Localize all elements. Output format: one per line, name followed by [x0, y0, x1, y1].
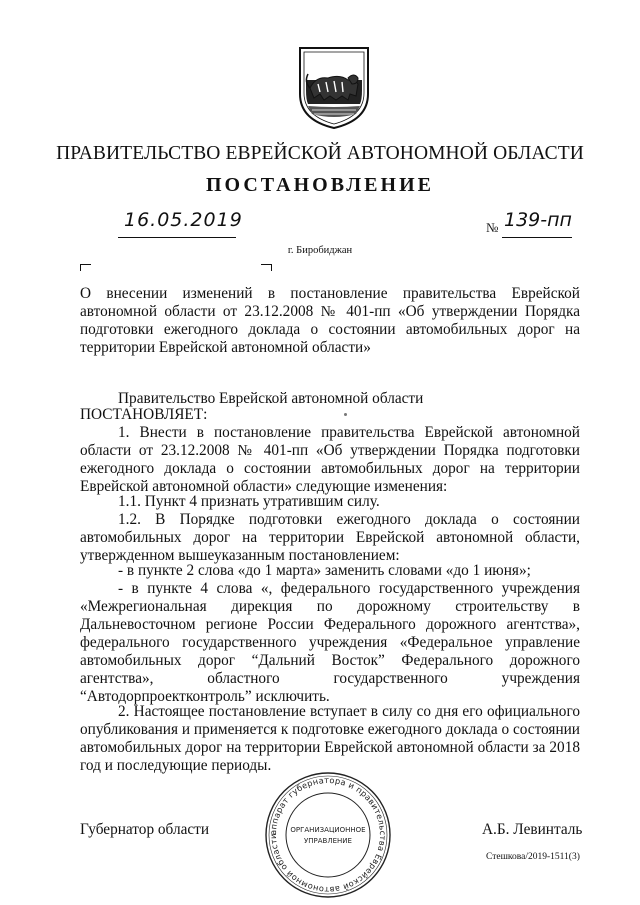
bullet-2-line: «Межрегиональная дирекция по дорожному строительству в: [80, 598, 580, 615]
subject-line: О внесении изменений в постановление правительства Еврейской: [80, 285, 580, 302]
signatory-name: А.Б. Левинталь: [482, 821, 583, 838]
seal-center-line-1: ОРГАНИЗАЦИОННОЕ: [290, 826, 366, 834]
body-intro: Правительство Еврейской автономной области: [118, 390, 424, 407]
coat-of-arms-emblem-icon: [296, 44, 372, 130]
item-1-2-line: утвержденном вышеуказанным постановлением:: [80, 547, 400, 564]
bullet-2-line: федерального государственного учреждения «Федеральное управление: [80, 634, 580, 651]
item-1-line: области от 23.12.2008 № 401-пп «Об утверждении Порядка подготовки: [80, 442, 580, 459]
government-title: ПРАВИТЕЛЬСТВО ЕВРЕЙСКОЙ АВТОНОМНОЙ ОБЛАСТИ: [56, 143, 584, 164]
subject-corner-right: [261, 264, 272, 271]
item-2-line: год и последующие периоды.: [80, 757, 272, 774]
item-1-line: Еврейской автономной области» следующие изменения:: [80, 478, 448, 495]
body-resolves: ПОСТАНОВЛЯЕТ:: [80, 406, 208, 423]
subject-line: территории Еврейской автономной области»: [80, 339, 371, 356]
item-1-line: ежегодного доклада о состоянии автомобильных дорог на территории: [80, 460, 580, 477]
seal-center-line-2: УПРАВЛЕНИЕ: [304, 837, 352, 845]
document-type-heading: ПОСТАНОВЛЕНИЕ: [206, 174, 434, 196]
subject-corner-left: [80, 264, 91, 271]
city-label: г. Биробиджан: [287, 245, 353, 256]
official-seal-stamp-icon: [262, 769, 394, 901]
bullet-2-line: - в пункте 4 слова «, федерального государственного учреждения: [118, 580, 580, 597]
item-2-line: 2. Настоящее постановление вступает в силу со дня его официального: [118, 703, 580, 720]
item-2-line: опубликования и применяется к подготовке ежегодного доклада о состоянии: [80, 721, 580, 738]
executor-code: Стешкова/2019-1511(3): [486, 852, 580, 862]
subject-line: автономной области от 23.12.2008 № 401-пп «Об утверждении Порядка: [80, 303, 580, 320]
item-2-line: автомобильных дорог на территории Еврейской автономной области за 2018: [80, 739, 580, 756]
item-1-1: 1.1. Пункт 4 признать утратившим силу.: [118, 493, 380, 510]
bullet-1: - в пункте 2 слова «до 1 марта» заменить словами «до 1 июня»;: [118, 562, 531, 579]
item-1-2-line: автомобильных дорог на территории Еврейской автономной области,: [80, 529, 580, 546]
number-sign: №: [486, 220, 499, 235]
item-1-2-line: 1.2. В Порядке подготовки ежегодного доклада о состоянии: [118, 511, 580, 528]
seal-ring-text: аппарат губернатора и правительства Еврейской автономной области: [267, 774, 389, 896]
subject-line: подготовки ежегодного доклада о состоянии автомобильных дорог на: [80, 321, 580, 338]
bullet-2-line: автомобильных дорог “Дальний Восток” Федерального дорожного: [80, 652, 580, 669]
bullet-2-line: “Автодорпроектконтроль” исключить.: [80, 688, 330, 705]
document-date: 16.05.2019: [124, 209, 243, 231]
document-number: 139-пп: [504, 209, 572, 231]
bullet-2-line: агентства», областного государственного учреждения: [80, 670, 580, 687]
signatory-position: Губернатор области: [80, 821, 210, 838]
bullet-2-line: Дальневосточном регионе России Федерального дорожного агентства»,: [80, 616, 580, 633]
item-1-line: 1. Внести в постановление правительства Еврейской автономной: [118, 424, 580, 441]
